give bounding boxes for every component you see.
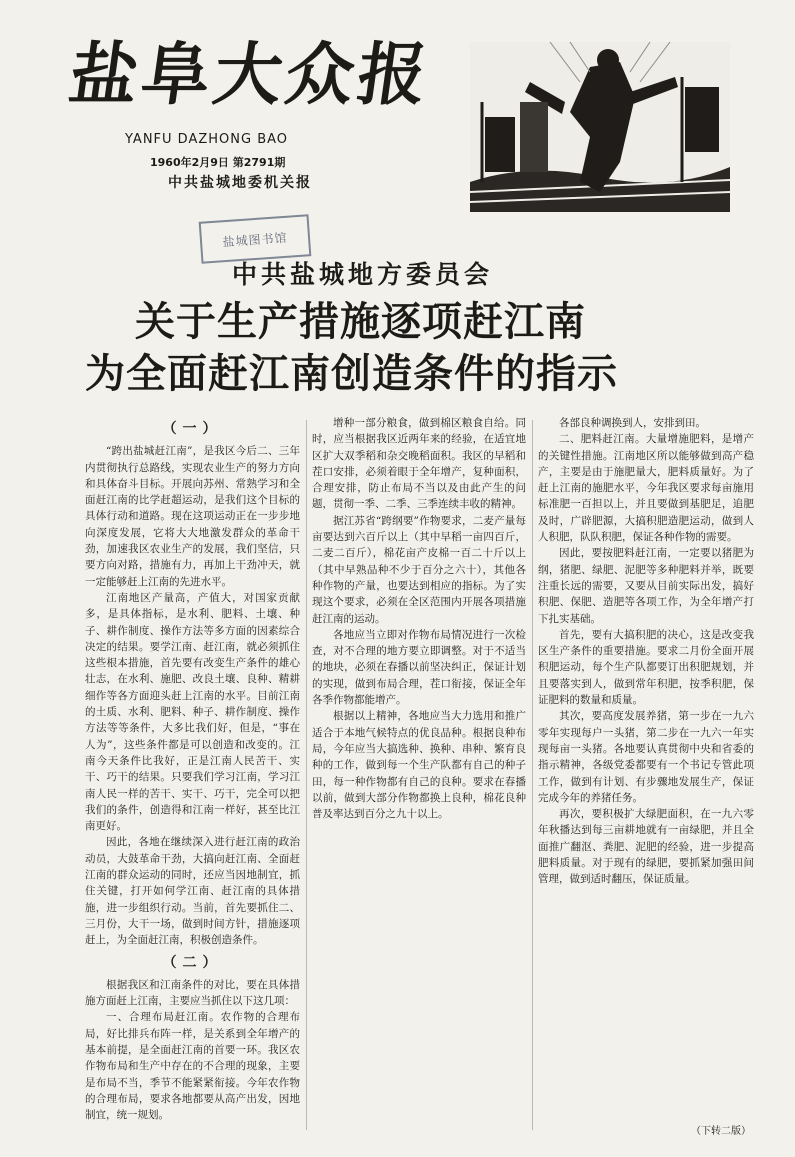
headline-line-2: 为全面赶江南创造条件的指示 [85, 351, 618, 397]
column-divider [306, 420, 307, 1130]
farmers-illustration-icon [470, 42, 730, 212]
text-column-2 [312, 415, 526, 1135]
issue-date: 1960年2月9日 第2791期 [150, 156, 286, 169]
paragraph: 增种一部分粮食，做到棉区粮食自给。同时，应当根据我区近两年来的经验，在适宜地区扩大双季稻和杂交晚稻面积。我区的早稻和茬口安排，必须着眼于全年增产，复种面积，合理安排，防止布局不当以及由此产生的问题，贯彻一季、二季、三季连续丰收的精神。 [312, 417, 526, 511]
section-heading-2: （二） [162, 954, 223, 971]
publisher-org: 中共盐城地委机关报 [168, 175, 312, 191]
section-heading-1: （一） [162, 421, 223, 437]
paragraph: 各部良种调换到人，安排到田。 [559, 417, 706, 429]
paragraph: 其次，要高度发展养猪，第一步在一九六零年实现每户一头猪，第二步在一九六一年实现每亩一头猪。各地要认真贯彻中央和省委的指示精神，各级党委都要有一个书记专管此项工作，做到有计划、有步骤地发展生产，保证完成今年的养猪任务。 [538, 710, 754, 804]
paragraph: 因此，要按肥料赶江南，一定要以猪肥为纲，猪肥、绿肥、泥肥等多种肥料并举，既要注重长远的需要，又要从目前实际出发，搞好积肥、保肥、造肥等各项工作，为全年增产打下扎实基础。 [538, 547, 754, 625]
woodcut-illustration [470, 42, 730, 212]
paragraph: 江南地区产量高，产值大，对国家贡献多，是具体指标，是水利、肥料、土壤、种子、耕作制度、操作方法等多方面的因素综合决定的结果。要学江南、赶江南，就必须抓住这些根本措施，首先要有改变生产条件的雄心壮志，在水利、施肥、改良土壤、良种、精耕细作等各方面迎头赶上江南的水平。目前江南的土质、水利、肥料、种子、耕作制度、操作方法等等条件，大多比我们好，但是，“事在人为”，这些条件都是可以创造和改变的。江南今天条件比我好，正是江南人民苦干、实干、巧干的结果。只要我们学习江南，学习江南人民一样的苦干、实干、巧干，完全可以把我们的条件，创造得和江南一样好，甚至比江南更好。 [85, 591, 300, 833]
paragraph: 一、合理布局赶江南。农作物的合理布局，好比排兵布阵一样，是关系到全年增产的基本前提，是全面赶江南的首要一环。我区农作物布局和生产中存在的不合理的现象，主要是布局不当，季节不能紧紧衔接。今年农作物的合理布局，要求各地都要从高产出发，因地制宜，统一规划。 [85, 1011, 300, 1122]
paragraph: 首先，要有大搞积肥的决心，这是改变我区生产条件的重要措施。要求二月份全面开展积肥运动，每个生产队都要订出积肥规划，并且要落实到人，做到常年积肥，按季积肥，保证肥料的数量和质量。 [538, 628, 754, 707]
continued-note: （下转二版） [691, 1126, 751, 1137]
paragraph: 根据以上精神，各地应当大力选用和推广适合于本地气候特点的优良品种。根据良种布局，今年应当大搞选种、换种、串种、繁育良种的工作，做到每一个生产队都有自己的种子田，每一种作物都有自己的良种。要求在春播以前，做到大部分作物都换上良种，棉花良种普及率达到百分之九十以上。 [312, 710, 526, 821]
paragraph: 各地应当立即对作物布局情况进行一次检查，对不合理的地方要立即调整。对于不适当的地块，必须在春播以前坚决纠正，保证计划的实现，做到布局合理，茬口衔接，保证全年各季作物都能增产。 [312, 628, 526, 707]
paragraph: 再次，要积极扩大绿肥面积，在一九六零年秋播达到每三亩耕地就有一亩绿肥，并且全面推广翻沤、粪肥、泥肥的经验，进一步提高肥料质量。对于现有的绿肥，要抓紧加强田间管理，做到适时翻压，保证质量。 [538, 808, 754, 886]
text-column-1 [85, 415, 300, 1135]
library-stamp: 盐城图书馆 [199, 214, 312, 264]
article-issuer: 中共盐城地方委员会 [232, 260, 494, 289]
newspaper-title: 盐阜大众报 [64, 35, 436, 115]
paragraph: 据江苏省“跨纲要”作物要求，二麦产量每亩要达到六百斤以上（其中早稻一亩四百斤，二麦二百斤），棉花亩产皮棉一百二十斤以上（其中早熟品种不少于百分之六十），其他各种作物的产量，也要达到相应的指标。为了实现这个要求，必须在全区范围内开展各项措施赶江南的运动。 [312, 514, 526, 625]
column-divider [532, 420, 533, 1130]
masthead [64, 30, 436, 230]
paragraph: 因此，各地在继续深入进行赶江南的政治动员，大鼓革命干劲，大搞向赶江南、全面赶江南的群众运动的同时，还应当因地制宜，抓住关键，打开如何学江南、赶江南的具体措施，进一步组织行动。当前，首先要抓住二、三月份，大干一场，做到时间方针，措施逐项赶上，为全面赶江南，积极创造条件。 [85, 836, 300, 947]
paragraph: 二、肥料赶江南。大量增施肥料，是增产的关键性措施。江南地区所以能够做到高产稳产，主要是由于施肥量大，肥料质量好。为了赶上江南的施肥水平，今年我区要求每亩施用标准肥一百担以上，并且要做到基肥足，追肥及时，广辟肥源，大搞积肥造肥运动，做到人人积肥，队队积肥，保证各种作物的需要。 [538, 433, 754, 544]
headline-line-1: 关于生产措施逐项赶江南 [135, 299, 586, 345]
paragraph: “跨出盐城赶江南”，是我区今后二、三年内贯彻执行总路线，实现农业生产的努力方向和具体奋斗目标。开展向苏州、常熟学习和全面赶江南的比学赶超运动，是我们这个目标的具体行动和道路。现在这项运动正在一步步地向深度发展，它将大大地激发群众的革命干劲，加速我区农业生产的发展，我们坚信，只要方向对路，措施有力，再加上干劲冲天，就一定能够赶上江南的先进水平。 [85, 445, 300, 588]
paragraph: 根据我区和江南条件的对比，要在具体措施方面赶上江南，主要应当抓住以下这几项： [85, 978, 300, 1008]
newspaper-pinyin: YANFU DAZHONG BAO [125, 132, 289, 147]
text-column-3 [538, 415, 754, 1135]
